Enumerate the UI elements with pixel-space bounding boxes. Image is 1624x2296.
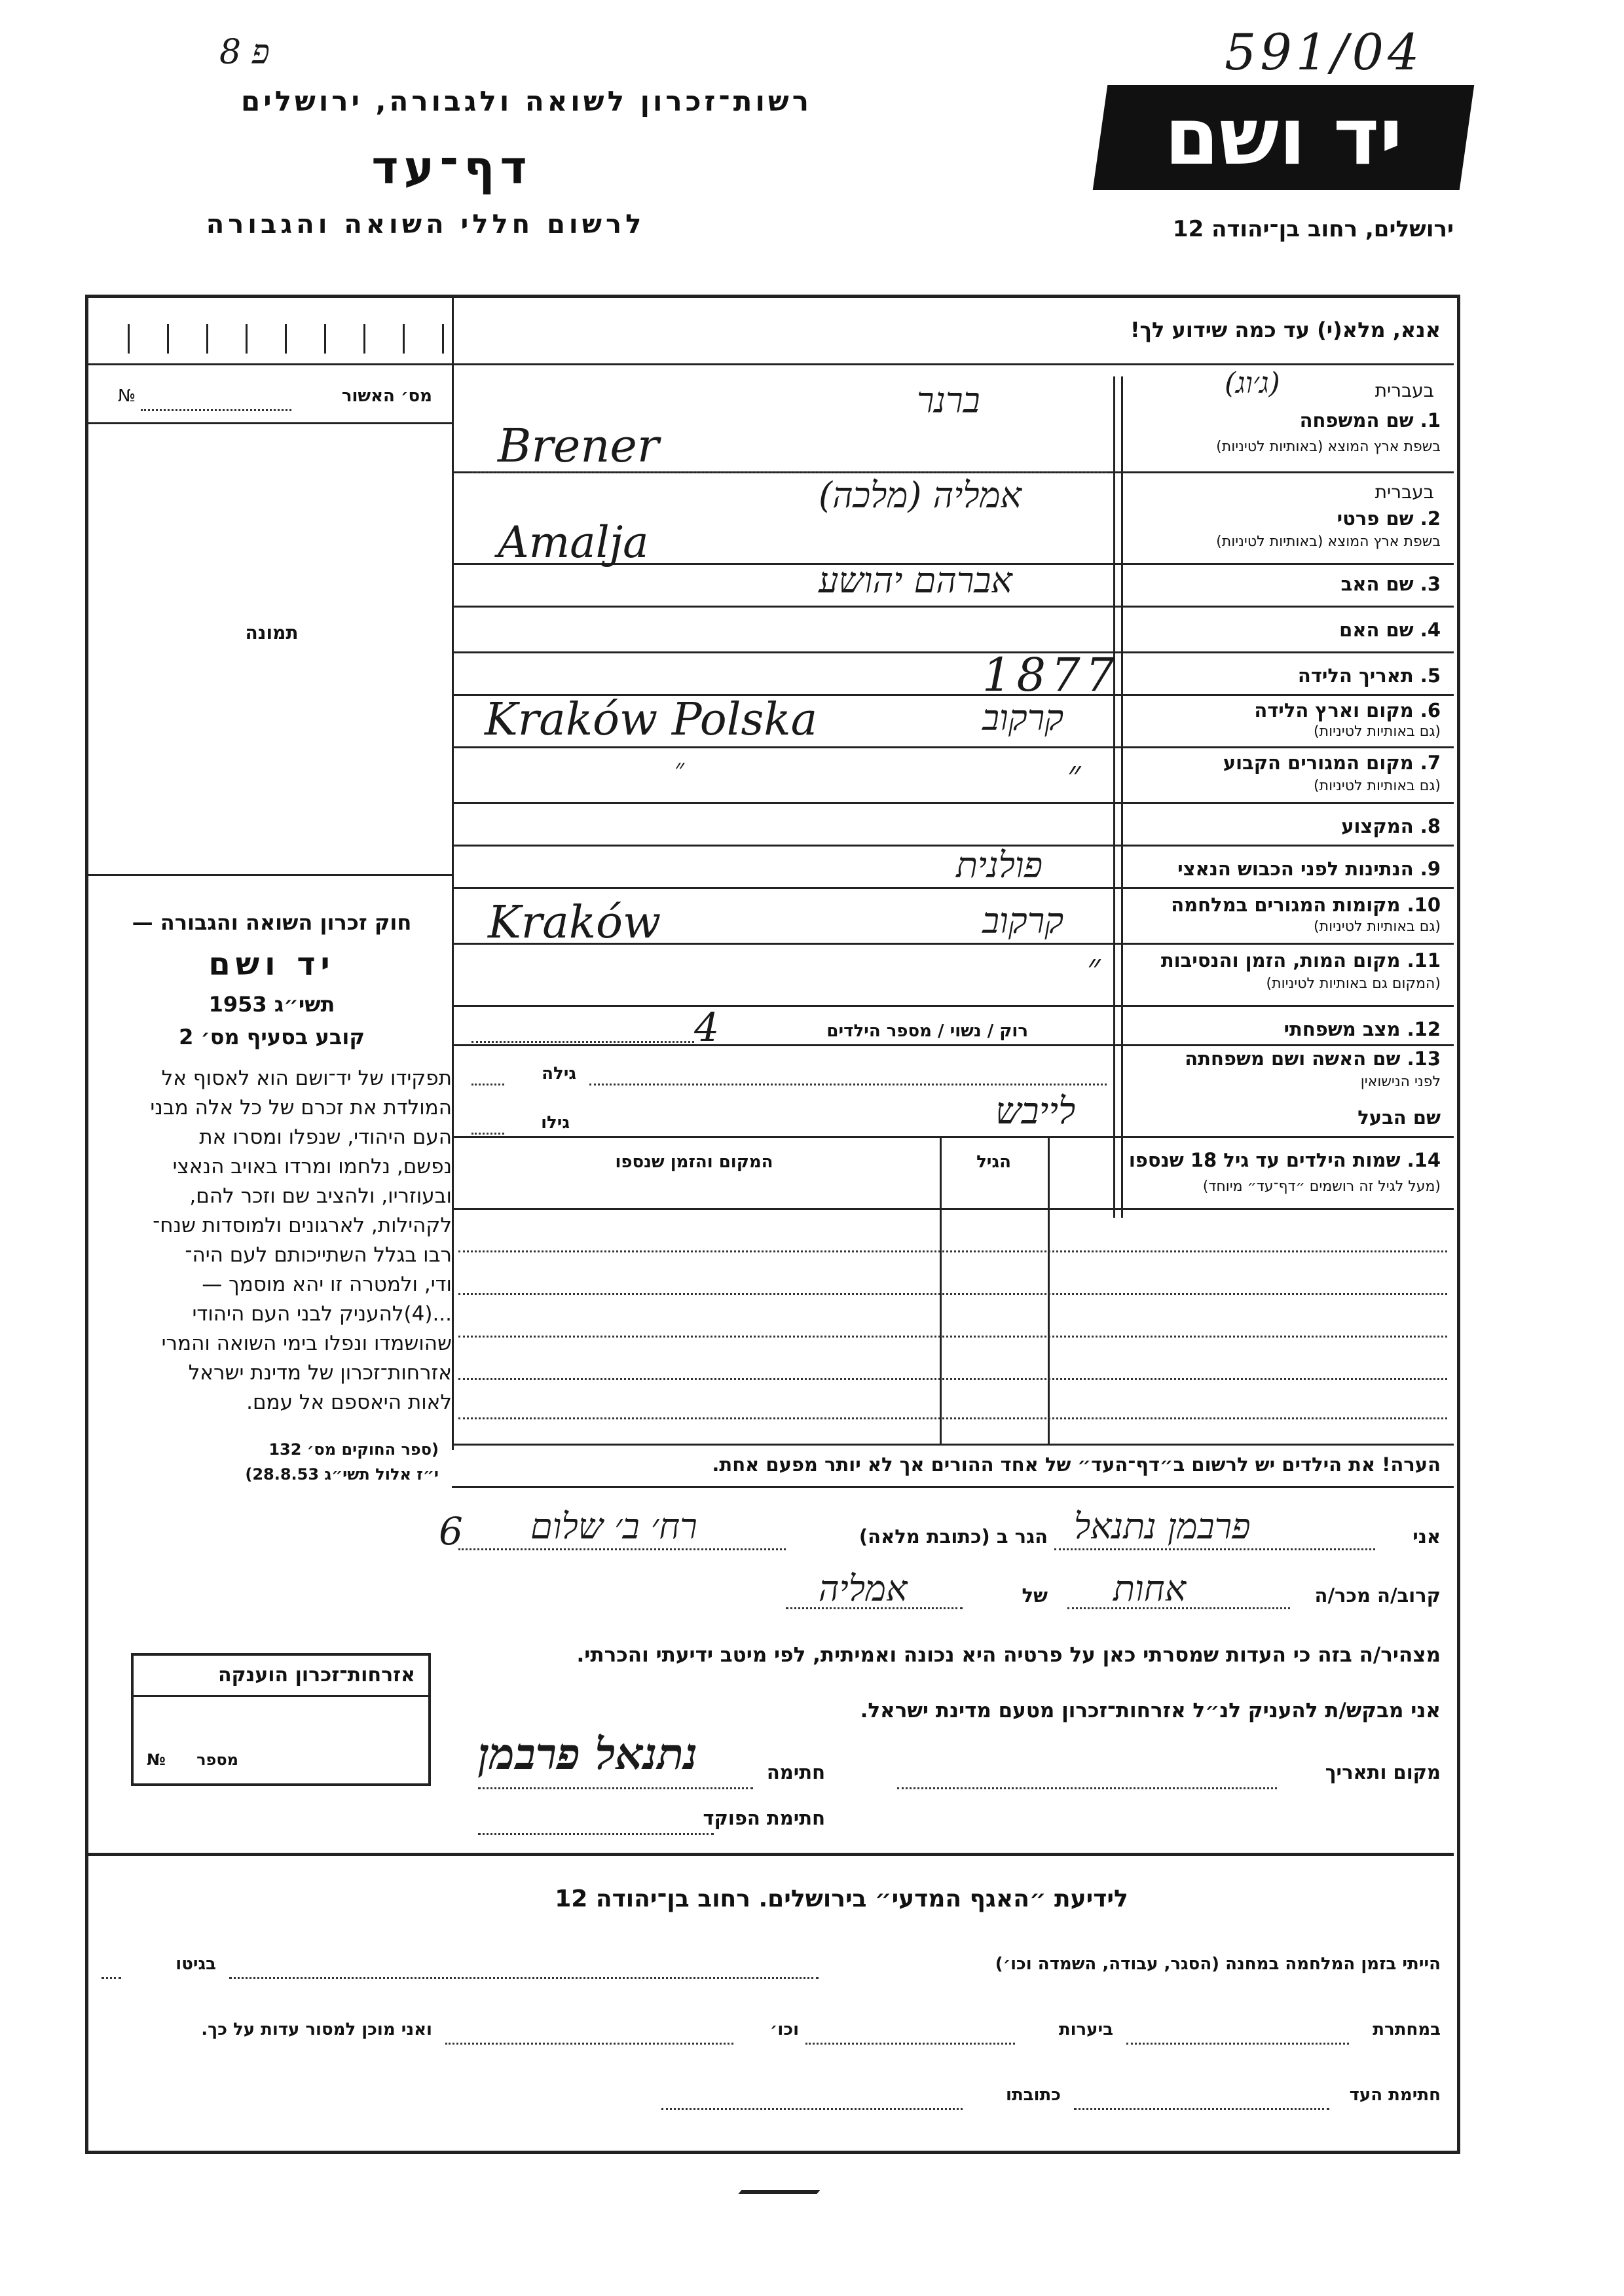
field-2-heb-tag: בעברית bbox=[1375, 481, 1434, 503]
declarant-address: רח׳ ב׳ שלום bbox=[530, 1506, 697, 1547]
field-3-label-text: שם האב bbox=[1340, 573, 1414, 595]
law-line: שהושמדו ונפלו בימי השואה והמרי bbox=[161, 1332, 452, 1355]
field-2-value-latin: Amalja bbox=[498, 517, 649, 568]
field-5-num: 5. bbox=[1420, 665, 1441, 687]
bottom-line2-forests: ביערות bbox=[1058, 2020, 1113, 2039]
field-1-heb-tag: בעברית bbox=[1375, 380, 1434, 401]
law-line: לאות היאספם אל עמם. bbox=[246, 1391, 452, 1414]
logo-text: יד ושם bbox=[1164, 92, 1403, 183]
memorial-citizenship-box bbox=[131, 1653, 431, 1786]
cert-number-label: מס׳ האשור bbox=[341, 386, 432, 406]
field-9-value: פולנית bbox=[956, 845, 1043, 886]
law-line: העם היהודי, שנפלו ומסרו את bbox=[199, 1125, 452, 1149]
field-11-sub: (המקום גם באותיות לטיניות) bbox=[1266, 975, 1441, 992]
field-12-value: 4 bbox=[694, 1005, 720, 1051]
law-line: המולדת את זכרם של כל אלה מבני bbox=[150, 1096, 452, 1120]
field-14-col-place: המקום והזמן שנספו bbox=[615, 1152, 773, 1172]
field-6-sub: (גם באותיות לטיניות) bbox=[1314, 723, 1441, 740]
husband-label: שם הבעל bbox=[1357, 1106, 1441, 1129]
bottom-line2-willing: ואני מוכן למסור עדות על כך. bbox=[201, 2020, 432, 2039]
organization-line: רשות־זכרון לשואה ולגבורה, ירושלים bbox=[240, 85, 812, 117]
law-line: נפשם, נלחמו ומרדו באויב הנאצי bbox=[172, 1155, 452, 1178]
field-1-sub: בשפת ארץ המוצא (באותיות לטיניות) bbox=[1216, 439, 1441, 455]
declarant-residing-label: הגר ב (כתובת מלאה) bbox=[858, 1525, 1048, 1548]
field-4-num: 4. bbox=[1420, 619, 1441, 641]
field-12-label bbox=[1126, 1018, 1441, 1040]
photo-label: תמונה bbox=[245, 622, 299, 644]
field-14-label bbox=[1061, 1149, 1441, 1171]
bottom-line2-etc: וכו׳ bbox=[769, 2020, 799, 2039]
field-10-label-text: מקומות המגורים במלחמה bbox=[1171, 894, 1401, 916]
field-9-label bbox=[1126, 858, 1441, 880]
declarant-address-number: 6 bbox=[439, 1509, 463, 1554]
field-8-num: 8. bbox=[1420, 815, 1441, 837]
field-13-label-text: שם האשה ושם משפחתה bbox=[1185, 1048, 1401, 1070]
field-14-num: 14. bbox=[1407, 1149, 1441, 1171]
relation-value: אחות bbox=[1113, 1568, 1187, 1609]
field-11-label-text: מקום המות, הזמן והנסיבות bbox=[1160, 949, 1401, 972]
reference-number: 591/04 bbox=[1225, 23, 1424, 81]
field-10-num: 10. bbox=[1407, 894, 1441, 916]
law-title: חוק זכרון השואה והגבורה — bbox=[132, 910, 412, 935]
law-line: ובעוזריו, ולהציב שם וזכר להם, bbox=[189, 1184, 452, 1208]
field-10-value-latin: Kraków bbox=[488, 897, 661, 949]
field-13-label bbox=[1126, 1048, 1441, 1070]
bottom-line3-witness-sig: חתימת העד bbox=[1349, 2085, 1441, 2105]
field-5-label bbox=[1126, 665, 1441, 687]
field-11-value: ״ bbox=[1087, 946, 1101, 987]
bottom-line2-underground: במחתרת bbox=[1373, 2020, 1441, 2039]
law-clause: קובע בסעיף מס׳ 2 bbox=[179, 1025, 365, 1049]
law-line: ...(4)להעניק לבני העם היהודי bbox=[192, 1302, 452, 1326]
field-8-label-text: המקצוע bbox=[1341, 815, 1414, 837]
field-14-sub: (מעל לגיל זה רושמים ״דף־עד״ מיוחד) bbox=[1202, 1178, 1441, 1195]
request-text: אני מבקש/ת להעניק לנ״ל אזרחות־זכרון מטעם מדינת ישראל. bbox=[860, 1699, 1441, 1722]
law-text bbox=[85, 1064, 452, 1417]
law-line: רבו בגלל השתייכותם לעם היה־ bbox=[185, 1243, 452, 1267]
corner-mark: פ 8 bbox=[219, 33, 270, 72]
field-6-value-heb: קרקוב bbox=[982, 697, 1064, 738]
field-7-value-mark: ״ bbox=[674, 754, 685, 784]
field-11-label bbox=[1126, 949, 1441, 972]
field-13-age-label: גילה bbox=[542, 1064, 576, 1084]
field-12-num: 12. bbox=[1407, 1018, 1441, 1040]
form-subtitle: לרשום חללי השואה והגבורה bbox=[206, 210, 646, 240]
field-8-label bbox=[1126, 815, 1441, 837]
address: ירושלים, רחוב בן־יהודה 12 bbox=[1172, 216, 1454, 242]
field-6-label-text: מקום וארץ הלידה bbox=[1254, 699, 1414, 721]
field-7-label bbox=[1126, 752, 1441, 774]
intro-text: אנא, מלא(י) עד כמה שידוע לך! bbox=[1130, 318, 1441, 342]
law-line: ודי, ולמטרה זו יהא מוסמך — bbox=[202, 1273, 452, 1296]
officer-signature-label: חתימת הפוקד bbox=[703, 1807, 825, 1829]
field-2-sub: בשפת ארץ המוצא (באותיות לטיניות) bbox=[1216, 534, 1441, 550]
field-1-label-text: שם המשפחה bbox=[1299, 409, 1414, 431]
of-value: אמליה bbox=[819, 1568, 908, 1609]
field-3-num: 3. bbox=[1420, 573, 1441, 595]
field-7-label-text: מקום המגורים הקבוע bbox=[1223, 752, 1414, 774]
field-11-num: 11. bbox=[1407, 949, 1441, 972]
bottom-title: לידיעת ״האגף המדעי״ בירושלים. רחוב בן־יהודה 12 bbox=[555, 1886, 1128, 1912]
husband-age-label: גילו bbox=[541, 1113, 570, 1133]
field-9-label-text: הנתינות לפני הכבוש הנאצי bbox=[1177, 858, 1414, 880]
cert-no-mark: № bbox=[118, 386, 136, 406]
law-source-2: י״ז אלול תשי״ג 28.8.53) bbox=[245, 1465, 439, 1484]
signature-label: חתימה bbox=[766, 1761, 825, 1783]
citizenship-box-no-mark: № bbox=[147, 1751, 166, 1769]
declarant-name: פרבמן נתנאל bbox=[1074, 1506, 1251, 1547]
law-line: לקהילות, לארגונים ולמוסדות שנח־ bbox=[153, 1214, 452, 1237]
field-1-value-extra: (ג׳וג) bbox=[1225, 367, 1280, 400]
bottom-line3-address: כתובתו bbox=[1006, 2085, 1061, 2105]
field-3-value: אברהם יהושע bbox=[819, 560, 1012, 601]
field-6-num: 6. bbox=[1420, 699, 1441, 721]
field-2-value-heb: אמליה (מלכה) bbox=[819, 475, 1022, 516]
field-10-sub: (גם באותיות לטיניות) bbox=[1314, 919, 1441, 935]
field-14-label-text: שמות הילדים עד גיל 18 שנספו bbox=[1128, 1149, 1401, 1171]
law-source-1: (ספר החוקים מס׳ 132 bbox=[268, 1440, 439, 1459]
place-date-label: מקום ותאריך bbox=[1325, 1761, 1441, 1783]
field-10-label bbox=[1126, 894, 1441, 916]
field-5-label-text: תאריך הלידה bbox=[1297, 665, 1414, 687]
field-14-col-age: הגיל bbox=[976, 1152, 1011, 1172]
citizenship-box-number-label: מספר bbox=[196, 1751, 238, 1769]
children-note: הערה! את הילדים יש לרשום ב״דף־העד״ של אחד ההורים אך לא יותר מפעם אחת. bbox=[712, 1453, 1441, 1476]
declarant-ani: אני bbox=[1412, 1525, 1441, 1548]
field-12-options: רוק / נשוי / מספר הילדים bbox=[826, 1021, 1028, 1041]
form-title: דף־עד bbox=[371, 141, 532, 194]
declaration-text: מצהיר/ה בזה כי העדות שמסרתי כאן על פרטיה היא נכונה ואמיתית, לפי מיטב ידיעתי והכרתי. bbox=[576, 1643, 1441, 1667]
field-3-label bbox=[1126, 573, 1441, 595]
bottom-line1-camp: הייתי בזמן המלחמה במחנה (הסגר, עבודה, השמדה וכו׳) bbox=[995, 1954, 1441, 1974]
yad-vashem-logo bbox=[1093, 85, 1474, 190]
field-7-sub: (גם באותיות לטיניות) bbox=[1314, 778, 1441, 794]
law-line: תפקידו של יד־ושם הוא לאסוף אל bbox=[161, 1066, 452, 1090]
field-10-value-heb: קרקוב bbox=[982, 900, 1064, 941]
field-12-label-text: מצב משפחתי bbox=[1283, 1018, 1401, 1040]
field-7-num: 7. bbox=[1420, 752, 1441, 774]
field-9-num: 9. bbox=[1420, 858, 1441, 880]
field-13-num: 13. bbox=[1407, 1048, 1441, 1070]
field-4-label-text: שם האם bbox=[1339, 619, 1414, 641]
field-4-label bbox=[1126, 619, 1441, 641]
field-6-label bbox=[1126, 699, 1441, 721]
law-year: תשי״ג 1953 bbox=[208, 992, 335, 1017]
relation-label: קרוב/ה מכר/ה bbox=[1314, 1584, 1441, 1607]
field-5-value: 1877 bbox=[982, 648, 1120, 702]
citizenship-box-title: אזרחות־זכרון הוענקה bbox=[217, 1664, 415, 1686]
husband-value: לייבש bbox=[995, 1090, 1076, 1133]
law-line: אזרחות־זכרון של מדינת ישראל bbox=[188, 1361, 452, 1385]
field-2-label-text: שם פרטי bbox=[1337, 507, 1414, 530]
signature-value: נתנאל פרבמן bbox=[478, 1728, 698, 1779]
scan-mark bbox=[738, 2190, 820, 2194]
field-1-num: 1. bbox=[1420, 409, 1441, 431]
field-1-value-latin: Brener bbox=[498, 419, 659, 473]
field-2-num: 2. bbox=[1420, 507, 1441, 530]
field-13-sub: לפני הנישואין bbox=[1360, 1074, 1441, 1090]
field-7-value-heb: ״ bbox=[1067, 753, 1081, 794]
of-label: של bbox=[1022, 1584, 1048, 1607]
field-1-value-heb: ברנר bbox=[917, 380, 980, 421]
photo-area bbox=[95, 426, 449, 871]
field-6-value-latin: Kraków Polska bbox=[485, 694, 818, 746]
field-1-label bbox=[1126, 409, 1441, 431]
digit-boxes bbox=[101, 324, 442, 354]
law-name: יד ושם bbox=[208, 946, 335, 983]
bottom-line1-ghetto: בגיטו bbox=[175, 1954, 216, 1974]
field-2-label bbox=[1126, 507, 1441, 530]
